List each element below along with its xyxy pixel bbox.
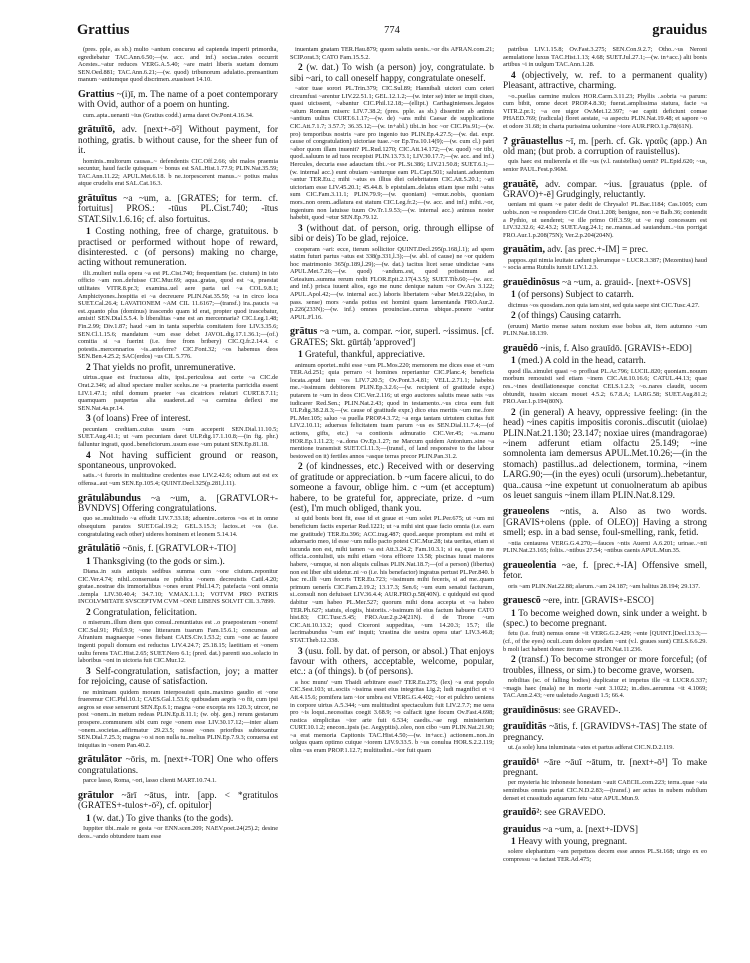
sense-number: 3 (298, 223, 303, 234)
citation-block (78, 619, 278, 665)
entry-text: adv. [as prec.+-IM] = prec. (544, 245, 649, 256)
sense-number: 1 (511, 837, 516, 847)
dictionary-entry (78, 755, 278, 776)
dictionary-entry (503, 180, 707, 201)
citation-text: fetu (i.e. fruit) nemus omne ~it VERG.G.2.429; ~ente [QUINT.]Decl.13.3;—(cf., of the eyes) oculi..cum dolore quodam ~unt (v.l. graues sunt) CELS.6.6.29. b moli lact habent donec iterum ~ant PLIN.Nat.11.236. (503, 630, 707, 653)
entry-text: ~ōris, m. [next+-TOR] One who offers congratulations. (78, 755, 278, 776)
sense-number: 1 (86, 813, 91, 824)
entry-headword: grauēdō (503, 342, 538, 354)
citation-block (503, 848, 707, 863)
dictionary-entry (503, 245, 707, 255)
citation-text: patribus LIV.1.15.8; Ov.Fast.3.275; SEN.Con.9.2.7; Otho..~us Neroni aemulatione luxus TAC.Hist.1.13; 4.68; SUET.Jul.27.1;—(w. in+acc.) alii bonis artibus ~i in uulgum TAC.Ann.1.28. (503, 46, 707, 69)
citation-text: uirtus..quae est fructuosa aliis, ipsi..periculosa aut certe ~a CIC.de Orat.2.346; ad aliud spectare mulier scelus..ne ~a praeterita parricidia essent LIV.1.47.1; nihil domum praeter ~as cicatrices relaturi CURT.8.7.11; quamquam paupertas alia suaderet..ad ~a carmina deflexi me SEN.Nat.4a.pr.14. (78, 374, 278, 412)
entry-headword: grātulor (78, 789, 114, 801)
entry-headword: grātulātor (78, 754, 122, 766)
sense-text: Heavy with young, pregnant. (518, 837, 628, 847)
citation-block (78, 825, 278, 840)
sense-number: 2 (298, 63, 303, 74)
sense-text: To become weighed down, sink under a weight. b (spec.) to become pregnant. (503, 608, 707, 629)
sense-text: (of kindnesses, etc.) Received with or deserving of gratitude or appreciation. b ~um facere alicui, to do someone a favour, oblige him. c ~um (et acceptum) habere, to be grateful for, appreciate, prize. d ~um (est), I'm much obliged, thank you. (290, 462, 495, 514)
citation-block (290, 85, 494, 222)
citation-text: (eruum) Martio mense satum noxium esse bobus ait, item autumno ~um PLIN.Nat.18.139. (503, 322, 707, 338)
sense-number: 1 (298, 350, 303, 361)
entry-text: ~ātis, f. [GRAVIDVS+-TAS] The state of pregnancy. (503, 722, 707, 743)
citation-block (78, 374, 278, 412)
citation-text: ~ntia centaurea VERG.G.4.270;—fauces ~ntis Auerni A.6.201; urinae..~nti PLIN.Nat.23.165; foliis..~ntibus 27.54; ~ntibus caenis APUL.Mun.35. (503, 539, 707, 555)
sense-number: 1 (86, 556, 91, 567)
sense-definition (78, 414, 278, 424)
entry-headword: grauātē, (503, 178, 539, 190)
entry-headword: grātuītō, (78, 124, 115, 136)
sense-number: 2 (511, 655, 516, 666)
sense-text: (of things) Causing catarrh. (518, 311, 622, 322)
citation-block (290, 362, 494, 461)
citation-block (78, 689, 278, 750)
sense-text: Grateful, thankful, appreciative. (305, 350, 426, 361)
citation-text: ~ator tuae sorori PL.Trin.379; CIC.Sul.89; Hannibali uictori cum ceteri circumfusi ~arentur LIV.22.51.1; GEL.12.1.2;—(w. inter se) inter se impii ciues, quasi uicissent, ~abantur CIC.Phil.12.18;—(ellipt.) Carthaginienses..legatos ~atum Romam miserc LIV.7.38.2; (pres. pple. as sb.) dissentire ab animis ~antium uultus CURT.6.1.17;—(w. de) ~ans mihi Caesar de supplicatione CIC.Att.7.1.7; 3.57.7; 36.35.12;—(w. in+abl.) tibi..in hoc ~or CIC.Pis.91;—(w. pro) temporibus nostris ~are pro ingenio tuo PLIN.Ep.4.27.5;—(w. dat. expr. cause of congratulation) uictoriae tuae..~or Ep.Tra.10.14(9);—(w. cum cl.) patri ~abor quom illam inuenit? PL.Rud.1270; CIC.Att.14.172;—(w. quod) ~or tibi, quod..saluum te ad tuos recepisti PLIN.13.73.1; LIV.30.17.7;—(w. acc. and inf.) Hercules, decuria esse adauctam tibi..~or PL.St.386; LIV.21.50.8; SUET.6.1;—(w. internal acc.) eunt obuiam ~anturque eam PL.Capt.501; salutant..aduentum ~antur TER.Eu..; mihi ~atus es illius diei celebritatem CIC.Att.5.20.1; ~ati uictoriam esse LIV.45.20.1; 45.44.8. b epistulam..delatus etiam ipse mihi ~atus sum CIC.Fam.3.11.1; PLIN.79.9;—(w. quoniam) ~emur..nobis, quoniam mors..non orem..adlatura est statum CIC.Leg.fr.2;—(w. acc. and inf.) mihi..~or, ingenium non latuisse tuum Ov.Tr.1.9.53;—(w. internal acc.) animus noster habebit, quod ~etur SEN.Ep.79.12. (290, 85, 494, 222)
sense-number: 3 (86, 414, 91, 425)
dictionary-entry (503, 808, 707, 818)
citation-text: per mysteria hic inhoneste honestam ~auit CAECIL.com.223; terra..quae ~ata seminibus omnia pariat CIC.N.D.2.83;—(transf.) aer actus in nubem nubilum denset et crassitudo aquarum fetu ~atur APUL.Mun.9. (503, 779, 707, 802)
sense-definition (290, 462, 494, 514)
citation-text: (pres. pple, as sb.) multo ~antum concursu ad capienda imperii primordia, egrediebatur TAC.Ann.6.50;—(w. acc. and inf.) socias..rates occurrit Acestes..~atur reduces VERG.A.5.40; ~are matri liberis suetam domum SEN.Oed.881; TAC.Ann.6.21;—(w. quod) tribunorum adulatio..prensantium manum ~antiumque quod discrimen..euasisset 14.10. (78, 46, 278, 84)
entry-text: ~ī, m. [perh. cf. Gk. γραῦς (app.) An old man; (but prob. a corruption of rauistellus). (503, 136, 707, 157)
citation-text: quis haec est mulierenla et ille ~us (v.l. rauistellus) uenit? PL.Epid.620; ~us, senior PAUL.Fest.p.96M. (503, 158, 707, 173)
sense-text: (objectively, w. ref. to a permanent quality) Pleasant, attractive, charming. (503, 70, 707, 92)
sense-definition (78, 363, 278, 373)
entry-text: : see GRAVEDO. (539, 808, 606, 819)
citation-text: ~o..puellas carmine mulces HOR.Carm.3.11.23; Phyllis ..sobria ~a parum: cum bibit, omne decet PROP.4.8.30; fuerat..amplissima statura, facie ~a VITR.2.pr.1; ~a ore uigor Ov.Met.12.397; ~ae capiti deficiunt comae PHAED.769; (radicula) floret aestate, ~a aspectu PLIN.Nat.19.48; et sapore ~o et odore 31.68; in charta purissima uolumine ~iore AUR.FRO.1.p.78(61N). (503, 92, 707, 130)
citation-text: quod illa..simulet quasi ~o profluat PL.Ar.796; LUCIL.820; quoniam..nouum morbum remouisti sed etiam ~inem CIC.Att.10.16.6; CATUL.44.13; quae res..~ines destillationesque concitat CELS.1.2.3; ~o..nares claudit, uocem obtundit, tussim siccam mouet 4.5.2; 6.7.8.A; LARG.58; SUET.Aug.81.2; FRO.Aur.1.p.194(80N). (503, 367, 707, 406)
sense-number: 2 (511, 407, 516, 418)
sense-number: 3 (86, 666, 91, 677)
entry-headword: grauēdinōsus (503, 276, 560, 288)
entry-headword: grauidus (503, 823, 541, 835)
dictionary-entry (503, 825, 707, 835)
dictionary-entry (78, 544, 278, 554)
dictionary-entry (503, 561, 707, 582)
entry-headword: grātuītus (78, 192, 117, 204)
citation-text: oris ~am PLIN.Nat.22.88; alarum..~am 24.187; ~am halitus 28.194; 29.137. (508, 582, 700, 590)
citation-text: ne minimam quidem moram interposuisti quin..maximo gaudio et ~one frueremur CIC.Phil.10.1; CAES.Gal.1.53.6; quibusdam aegris ~o fit, cum ipsi aegros se esse senserunt SEN.Ep.6.1; magna ~one excepta res 120.3; utrcor, ne post ~onem..in metum redeas PLIN.Ep.8.11.1; (w. obj. gen.) rerum gestarum prospere..communem sibi cum rege ~onem esse LIV.30.17.12;—inter aliam ~onem..societas..adfirmatur 29.23.5; nosse ~ones prioribus subtexantur SEN.Dial.7.25.3; magna ~o si non nulla tu..melius PLIN.Ep.7.9.3; conuersa est iniquitas in ~onem Pan.40.2. (78, 688, 278, 749)
sense-definition (503, 311, 707, 321)
citation-block (503, 46, 707, 69)
sense-text: (med.) A cold in the head, catarrh. (518, 356, 646, 367)
citation-text: ueniam mi quam ~e pater dedit de Chrysalo! PL.Bac.1184; Cas.1005; cum uobis..non ~e respondero CIC.de Orat.1.208; benigne, non ~e Balb.36; contendit a Pythio, ut uenderet; ~e ille primo Off.3.59; ut ~e regi concessum est LIV.32.32.6; 42.43.2; SUET.Aug.24.1; ne..manus..ad sauiandum..~ius porrigat FRO.Aur.1.p.208(75N); Ver.2.p.204(204N). (503, 201, 707, 239)
citation-text: hominis..multorum causas..~ defendentis CIC.Off.2.66; ubi malos praemia secuntur, haud facile quisquam ~ bonus est SAL.Hist.1.77.9; PLIN.Nat.35.59; TAC.Ann.11.22; APUL.Met.6.18. b ne..torpescerent manus..~ potius malus atque crudelis erat SAL.Cat.16.3. (78, 157, 278, 188)
citation-block (78, 158, 278, 188)
sense-text: (of loans) Free of interest. (93, 414, 191, 425)
citation-text: inuentam gnatam TER.Hau.879; quom salutis uenis..~or dis AFRAN.com.21; SCIP.orat.3; CATO Fam.15.5.2. (290, 46, 494, 61)
entry-text: adv. compar. ~ius. [grauatus (pple. of GRAVO)+-ē] Grudgingly, reluctantly. (503, 179, 707, 200)
sense-text: (of persons) Subject to catarrh. (518, 290, 634, 301)
sense-text: Costing nothing, free of charge, gratuitous. b practised or performed without hope of reward, disinterested. c (of persons) making no charge, acting without remuneration. (78, 227, 278, 269)
sense-number: 2 (86, 362, 91, 373)
sense-definition (503, 609, 707, 630)
citation-text: ut..(a sole) luna inluminata ~ates et partus adferat CIC.N.D.2.119. (508, 744, 674, 751)
dictionary-entry (503, 722, 707, 743)
entry-headword: grauātim, (503, 244, 545, 256)
sense-number: 2 (86, 607, 91, 618)
entry-text: ~(i)ī, m. The name of a poet contemporary with Ovid, author of a poem on hunting. (78, 89, 278, 111)
citation-text: a hoc munu' ~um Thaidi arbitrare esse? TER.Eu.275; (lex) ~a erat populo CIC.Sest.103; ut..sociis ~issima esset eius integritas Lig.2; ludi magnifici et ~i Att.4.15.6; pomifera iam ~ior umbra est VERG.G.4.402; ~ior et pulchro ueniens in corpore uirtus A.5.344; ~um multitudini spectaculum fuit LIV.2.7.7; me uera pro ~is loqui..necessitas coegit 3.68.9; ~o calfacit igne focum Ov.Fast.4.698; rustica simplicitas ~ior arte fuit 6.534; caedis..~ae regi ministerium CURT.10.1.2; enecon..ipsis (sc. Aegyptiis)..oleo, non cibo ~um PLIN.Nat.21.90; ~a erat memoria Capitonis TAC.Hist.4.50;—(w. in+acc.) actionem..non..in uolgus quam optimo cuique ~iorem LIV.9.33.5. b ~us conulua HOR.S.2.2.119; olim ~us eram PROP.1.12.7; multitudini..~ior fuit quam (290, 678, 494, 755)
entry-headword: grauīdinōsus (503, 704, 559, 716)
citation-block (78, 426, 278, 449)
sense-text: Thanksgiving (to the gods or sim.). (92, 556, 225, 567)
sense-definition (78, 814, 278, 824)
sense-text: (w. dat.) To give thanks (to the gods). (93, 813, 234, 824)
entry-headword: grauīditās (503, 721, 547, 733)
entry-text: ~a ~um, a. [GRATES; for term. cf. fortuitus] PROS.: -tūus PL.Cist.740; -ītus STAT.Silv.1.6.16; cf. also fortuitus. (78, 193, 278, 225)
entry-text: adv. [next+-ō²] Without payment, for nothing, gratis. b without cause, for the sheer fun of it. (78, 125, 278, 157)
sense-text: (without dat. of person, orig. through ellipse of sibi or deis) To be glad, rejoice. (290, 223, 495, 245)
citation-block (503, 302, 707, 310)
left-running-headword: Grattius (77, 22, 130, 38)
sense-definition (290, 350, 494, 360)
sense-text: (transf.) To become stronger or more forceful; (of troubles, illness, or sim.) to become grave, worsen. (503, 655, 708, 676)
citation-block (78, 777, 278, 785)
citation-block (78, 46, 278, 84)
citation-block (503, 779, 707, 802)
sense-text: That yields no profit, unremunerative. (92, 362, 236, 373)
sense-definition (290, 647, 494, 678)
sense-text: Congratulation, felicitation. (93, 607, 197, 618)
entry-text: ~a ~um, a. [GRATVLOR+-BVNDVS] Offering congratulations. (78, 493, 278, 514)
entry-text: ~ōnis, f. [GRATVLOR+-TIO] (120, 544, 237, 555)
citation-text: cum..apta..uenanti ~ius (Gratius codd.) arma daret Ov.Pont.4.16.34. (83, 111, 254, 119)
citation-block (503, 630, 707, 653)
entry-headword: grātulābundus (78, 492, 141, 504)
sense-text: Self-congratulation, satisfaction, joy; a matter for rejoicing, cause of satisfaction. (78, 666, 279, 688)
entry-text: ~āre ~āuī ~ātum, tr. [next+-ō¹] To make pregnant. (503, 757, 707, 778)
dictionary-entry (503, 706, 707, 716)
citation-block (290, 246, 494, 322)
entry-text: ~ere, intr. [GRAVIS+-ESCO] (540, 596, 654, 607)
entry-text: ~a ~um, a. compar. ~ior, superl. ~issimus. [cf. GRATES; Skt. gūrtáḥ 'approved'] (290, 327, 494, 348)
sense-number: 3 (298, 646, 303, 657)
entry-text: ~ntis, a. Also as two words. [GRAVIS+olens (pple. of OLEO)] Having a strong smell; esp. in a bad sense, foul-smelling, rank, fetid. (503, 507, 707, 539)
citation-block (78, 472, 278, 487)
dictionary-entry (503, 507, 707, 538)
citation-block (290, 46, 494, 61)
column-1 (78, 46, 278, 842)
entry-headword: ? grāuastellus (503, 135, 563, 147)
citation-block (78, 515, 278, 538)
sense-number: 2 (298, 462, 303, 473)
dictionary-entry (78, 90, 278, 111)
sense-number: 4 (86, 450, 91, 461)
citation-block (503, 744, 707, 752)
dictionary-entry (78, 194, 278, 225)
page-header (77, 22, 707, 42)
sense-number: 1 (511, 290, 516, 301)
citation-text: o miserum..illum diem quo consul..renuntiatus est ..o praeposteram ~onem! CIC.Sul.91; Phil.9.9; ~one litterarum tuarum Fam.15.6.1; concursus ad Afranium magnaeque ~ones fiebant CAES.Civ.1.53.2; cum ~one ac fauore ingenti populi domum est reductus LIV.4.24.7; 25.18.15; laetitiam et ~onem uultu ferens TAC.Hist.2.65; SUET.Nero 6.1; (pred. dat.) parenti suo..solacio in laboribus ~oni in uictoria fuit CIC.Mur.12. (78, 619, 278, 665)
citation-block (503, 323, 707, 338)
citation-text: Iuppiter tibi..male re gesta ~or ENN.scen.209; NAEV.poet.24(25).2; desine deos..~ando obtundere tuam esse (78, 825, 278, 840)
sense-definition (503, 408, 707, 502)
entry-text: ~a ~um, a. [next+-IDVS] (540, 824, 638, 835)
citation-text: nobilitas (sc. of falling bodies) duplicatur et impetus ille ~it LUCR.6.337; ~magis haec (mala) ne in morte ~ant 3.1022; in..dies..aerumna ~it 4.1069; TAC.Ann.2.43; ~ere ualetudo Augusti 1.5; 66.4. (503, 677, 707, 700)
sense-number: 4 (511, 70, 516, 81)
citation-block (78, 568, 278, 606)
dictionary-entry (78, 125, 278, 156)
entry-text: ~a ~um, a. grauid-. [next+-OSVS] (559, 277, 691, 288)
sense-definition (78, 608, 278, 618)
citation-text: pappos..qui nimia leuitate cadunt plerumque ~ LUCR.3.387; (Mezentius) haud ~ socia arma Rutulis iunxit LIV.1.2.3. (503, 256, 707, 272)
sense-text: (usu. foll. by dat. of person, or absol.) That enjoys favour with others, acceptable, welcome, popular, etc.: a (of things). b (of persons). (290, 646, 494, 678)
entry-headword: grātus (290, 326, 318, 338)
sense-number: 1 (86, 227, 91, 238)
citation-text: illi..mulieri nulla opera ~a est PL.Cist.740; frequentiam (sc. ciuium) in isto officio ~am non..defuisse CIC.Mur.69; aqua..gratas, quod est ~a, praestat utilitates VITR.8.pr.3; examina..uel aere parta uel ~a COL.9.8.1; Amphictyones..hospitia ei ~a decreuere PLIN.Nat.35.59; ~a in circo loca SUET.Cal.26.4; LAVATIONEM ~AM CIL 11.6167;—(transf.) ira..paucis ~a est..quanto plus (dominus) irascendo quam id erat, propter quod irascebatur, amisit! SEN.Dial.5.5.4. b liberalitas ~ane est an mercennaria? CIC.Leg.1.48; Fin.2.99; Div.1.87; haud ~am in tanta superbia comitatem fore LIV.3.35.6; SEN.Cl.1.15.6; mandatum ~um esse debet JAVOL.dig.17.1.36.1;—(of.) comitia si ~a fuerint (i.e. free from bribery) CIC.Q.fr.2.14.4. c potestis..mercennarios ~is..anteferre? CIC.Font.32; ~os habemus deos SEN.Ben.4.25.2; SAC(erdos) ~us CIL 5.776. (78, 269, 278, 361)
dictionary-entry (78, 791, 278, 812)
sense-definition (503, 290, 707, 300)
entry-headword: Grattius (78, 88, 115, 100)
entry-headword: grauīdō² (503, 807, 540, 819)
citation-text: Diana..in suis antiquis sedibus summa cum ~one ciuium..reponitur CIC.Ver.4.74; nihil..conseruata re publica ~onem decreuistis Catil.4.20; gratae..nostrae dis immortalibus ~ones erunt Phil.14.7; patefacta ~oni omnia ..templa LIV.30.40.4; 34.7.10; V.MAX.1.1.1; VOTVM PRO PATRIS INCOLVMITATE SVSCEPTVM CVM ~ONE LIBENS SOLVIT CIL 3.7899. (78, 567, 278, 606)
sense-definition (290, 63, 494, 84)
citation-text: cooperam ~ari: ecce, iterum sollicitor QUINT.Decl.295(p.168,l.1); ad spem statim futuri partus ~atus est 338(p.331,l.3);—(w. abl. of cause) ne ~or quidem hoc matrimonio 365(p.189,l.29);—(w. dat.) tacitus licet serae uindictae ~ans APUL.Met.7.26;—(w. quod) ~andum..est, quod potissimum ad Ceteaium..summa rerum redit FLOR.Epit.2.17(4.3.5); SUET.Tib.60;—(w. acc. and inf.) prisca iuuent alios, ego me nunc denique natum ~or Ov.Ars 3.122; APUL.Apol.42;—(w. internal acc.) laboris libertatem ~abar Met.9.22;(also, in pass. sense) mors ~anda potius est homini quam lamentanda FRO.Aur.2. p.226(233N);—(w. inf.) omnes prouinciae..currus ubique..ponere ~antur APUL.Fl.16. (290, 245, 494, 321)
sense-text: Not having sufficient ground or reason, spontaneous, unprovoked. (78, 450, 279, 471)
citation-block (290, 515, 494, 644)
entry-text: ~inis, f. Also grauīdō. [GRAVIS+-EDO] (538, 343, 692, 354)
sense-definition (503, 655, 707, 676)
citation-block (503, 257, 707, 272)
entry-headword: graueolens (503, 506, 550, 518)
entry-text: : see GRAVED-. (558, 705, 621, 716)
citation-text: parce lasso, Roma, ~ori, lasso clienti MART.10.74.1. (83, 777, 217, 785)
dictionary-entry (503, 344, 707, 354)
citation-text: pecuniam creditam..cuius usum ~um acceperit SEN.Dial.11.10.5; SUET.Aug.41.1; ut ~am pecuniam daret ULP.dig.17.1.10.8;—(in fig. phr.) falluntur ingrati, quod..beneficiorum..usum esse ~um putant SEN.Ep.81.18. (78, 425, 278, 448)
dictionary-entry (78, 494, 278, 515)
entry-text: ~ae, f. [prec.+-IA] Offensive smell, fetor. (503, 560, 707, 582)
citation-text: solere elephantum ~am perpetuos decem esse annos PL.St.168; uirgo ex eo compressu ~a factast TER.Ad.475; (503, 848, 707, 863)
sense-definition (503, 71, 707, 92)
right-running-headword: grauidus (652, 22, 707, 38)
sense-number: 2 (511, 311, 516, 322)
dictionary-entry (503, 278, 707, 288)
entry-headword: grauescō (503, 595, 541, 607)
dictionary-entry (503, 758, 707, 779)
citation-block (78, 270, 278, 361)
sense-number: 1 (511, 608, 516, 619)
sense-definition (78, 451, 278, 472)
column-3 (503, 46, 707, 866)
dictionary-entry (503, 137, 707, 158)
entry-headword: grauīdō¹ (503, 756, 540, 768)
dictionary-entry (290, 327, 494, 348)
entry-headword: graueolentia (503, 559, 557, 571)
citation-block (503, 93, 707, 131)
entry-headword: grātulātiō (78, 543, 121, 555)
page-number: 774 (384, 25, 400, 36)
citation-text: quo se..multitudo ~a effudit LIV.7.33.18; aduenire..ceteros ~os et in omne obsequium paratos SUET.Gal.19.2; GEL.3.15.3; lactos..et ~os (i.e. congratulating each other) uideres hominem et leonem 5.14.14. (78, 515, 278, 538)
citation-block (503, 583, 707, 591)
sense-definition (78, 667, 278, 688)
citation-text: si quid bonis boni fit, esse id et graue et ~um solet PL.Per.675; ut ~um mi beneficium factis experiar Rud.1221; ut ~a mihi sint quae facio omnia (i.e. earn me gratitude) TER.Eu.396; ACC.trag.487; quod..aeque promptum est mihi et aduersario meo, id esse ~um nullo pacto potest CIC.Mur.28; ista ueritas, etiam si iucunda non est, mihi tamen ~a est Att.3.24.2; Fam.10.3.1; si ea, quae in me officia..contulisti, uis mihi etiam ~iora efficere 13.58; piscinas iuuat maiores habere, ~umque, si non aliquis cullnas PLIN.Nat.18.7;—(of a person) (libertus) non est liber sibi uidetur..ni ~o (i.e. his benefactor) ingratus pertust PL.Per.840. b hac re..illi ~um feceris TER.Eu.723; ~issimum mihi feceris, si ad me..quam primum uenerís CIC.Fam.2.19.2; 13.17.3; Sen.6; ~um eum senatui facturum, si..consuli non defuisset LIV.36.4.4; AUR.FRO.p.58(40N). c quidquid est quod dabitur ~um habeo PL.Mer.527; quorum mihi dona accepta et ~a habeo TER.Ph.627; statuis, elogiis, historiis..~issimum id eius factum habuere CATO hist.83; CIC.Tusc.5.45; FRO.Aur.2.p.24(21N). d de Tirone ~um CIC.Att.10.13.2; quod Ciceroni suppeditas, ~um 14.20.3; 15.7; ille lacrimabundus '~um est' inquit; 'crastina die uestra opera utar' LIV.3.46.8; STAT.Theb.12.338. (290, 515, 494, 644)
dictionary-entry (503, 596, 707, 606)
citation-block (290, 679, 494, 755)
citation-block (503, 201, 707, 239)
citation-block (503, 540, 707, 555)
citation-text: satis..~i furoris in multitudine credentes esse LIV.2.42.6; odium aut est ex offensa..aut ~um SEN.Ep.105.4; QUINT.Decl.325(p.281,l.11). (78, 472, 278, 487)
sense-text: (w. dat.) To wish (a person) joy, congratulate. b sibi ~ari, to call oneself happy, congratulate oneself. (290, 63, 494, 84)
entry-text: ~ārī ~ātus, intr. [app. < *gratitulos (GRATES+-tulos+-ō²), cf. opitulor] (78, 790, 278, 812)
sense-number: 1 (511, 356, 516, 367)
sense-definition (290, 224, 494, 245)
citation-block (503, 158, 707, 173)
citation-block (78, 112, 278, 120)
sense-definition (503, 837, 707, 847)
column-2 (290, 46, 494, 757)
sense-definition (78, 227, 278, 269)
sense-definition (78, 557, 278, 567)
citation-text: animum oportet..mihi esse ~um PL.Mos.220; memorem me dices esse et ~um TER.Ad.251; quia perraro ~i homines reperiantur CIC.Planc.4; beneficia locata..apud tam ~os LIV.7.20.5; Ov.Pont.3.4.81; VELL.2.71.1; habebis me..~issimum debitorem PLIN.Ep.3.2.6;—(w. recipient of gratitude expr.) putarem te ~um in deos CIC.Ver.2.116; ut ergo auctores salutis meae satis ~us iudicarer Red.Sen.; PLIN.Nat.2.43; quod in testamento..~us circa eum fuit ULP.dig.38.2.8.3;—(w. cause of gratitude expr.) dico eius meritis ~um me..fore PL.Mer.105; saluo ~a puella PROP.4.3.72; ~a erga tantam uirtutem ciuitas fuit LIV.2.10.11; aduersus felicitatem tuam parum ~us es SEN.Dial.11.7.4;—(of actions, gifts, etc.) ~a contionis admuratio CIC.Ver.45; ~a..manu HOR.Ep.1.11.23; ~a..dona Ov.Ep.1.27; ne Marcum quidem Antonium..sine ~a mentione transmisit SUET.Cl.11.3;—(transf., of land responsive to the labour bestowed on it) fertiles annos ~asque terras precor PLIN.Pan.31.2. (290, 361, 494, 460)
sense-text: (in general) A heavy, oppressive feeling: (in the head) ~ines capitis impositis coronis..discutit (uiolae) PLIN.Nat.21.130; 23.147; noxiae uires (mandragorae) ~inem adferunt etiam olfactu 25.149; ~ine somnolenta iam demersus APUL.Met.10.26;—(in the stomach) pastillus..ad delectionem, tormina, ~inem LARG.90;—(in the eyes) oculi (ursorum)..hebetantur, qua..causa ~ine expetunt ut conuolneratum ab apibus os leuet sanguis ~inem illam PLIN.Nat.8.129. (503, 407, 707, 501)
sense-definition (503, 356, 707, 366)
citation-block (503, 677, 707, 700)
citation-text: dicimus ~os quosdam..non quia iam sint, sed quia saepe sint CIC.Tusc.4.27. (508, 301, 700, 309)
citation-block (503, 368, 707, 406)
